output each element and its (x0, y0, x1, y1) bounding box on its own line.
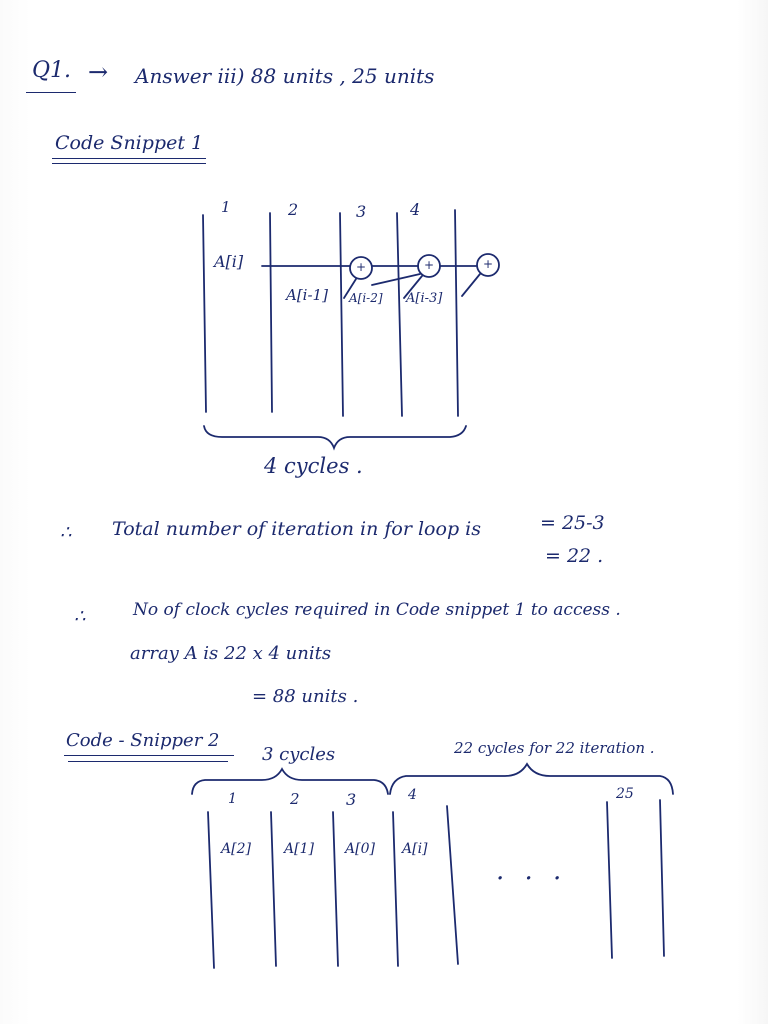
cell-label: A[i-1] (286, 286, 328, 304)
adder-plus: + (424, 258, 435, 272)
cycle-number: 1 (228, 791, 237, 807)
cycle-number: 4 (410, 200, 421, 219)
adder-plus: + (356, 260, 367, 274)
cell-label: A[0] (345, 841, 375, 857)
snippet1-title: Code Snippet 1 (55, 132, 204, 154)
cell-label: A[i] (402, 841, 428, 857)
cycle-number: 2 (288, 200, 299, 219)
col-line (607, 802, 612, 958)
cycle-number: 2 (290, 790, 300, 808)
col-line (447, 806, 458, 964)
clock-cycles-text: No of clock cycles required in Code snippet 1 to access . (133, 600, 621, 620)
snippet2-title: Code - Snipper 2 (66, 730, 220, 751)
iteration-eq-1: = 25-3 (540, 512, 605, 534)
cell-label: A[i-3] (406, 291, 443, 306)
brace-label-prologue: 3 cycles (262, 744, 336, 765)
col-line (393, 812, 398, 966)
cycle-number: 1 (221, 198, 231, 216)
cell-label: A[i-2] (349, 291, 383, 305)
cell-label: A[1] (284, 841, 314, 857)
answer-text: Answer iii) 88 units , 25 units (135, 64, 435, 88)
therefore-bullet: ∴ (74, 606, 86, 627)
question-label: Q1. (32, 58, 72, 83)
ellipsis-dots: . . . (496, 856, 568, 886)
cell-label: A[2] (221, 841, 251, 857)
brace-label: 4 cycles . (264, 454, 363, 478)
cycle-number: 3 (346, 790, 357, 809)
clock-cycles-text-2: array A is 22 x 4 units (130, 643, 332, 664)
brace-label-iterations: 22 cycles for 22 iteration . (454, 739, 655, 757)
cycle-number: 4 (408, 787, 417, 803)
iteration-text: Total number of iteration in for loop is (112, 518, 481, 540)
col-line (271, 812, 276, 966)
therefore-bullet: ∴ (60, 522, 72, 543)
col-line (333, 812, 338, 966)
cycle-number: 25 (616, 786, 634, 802)
cycle-number: 3 (356, 202, 367, 221)
adder-plus: + (483, 257, 494, 271)
col-line (660, 800, 664, 956)
clock-cycles-result: = 88 units . (252, 686, 359, 707)
answer-arrow: → (88, 58, 109, 86)
iteration-eq-2: = 22 . (545, 545, 604, 567)
col-line (208, 812, 214, 968)
cell-label: A[i] (214, 252, 244, 271)
